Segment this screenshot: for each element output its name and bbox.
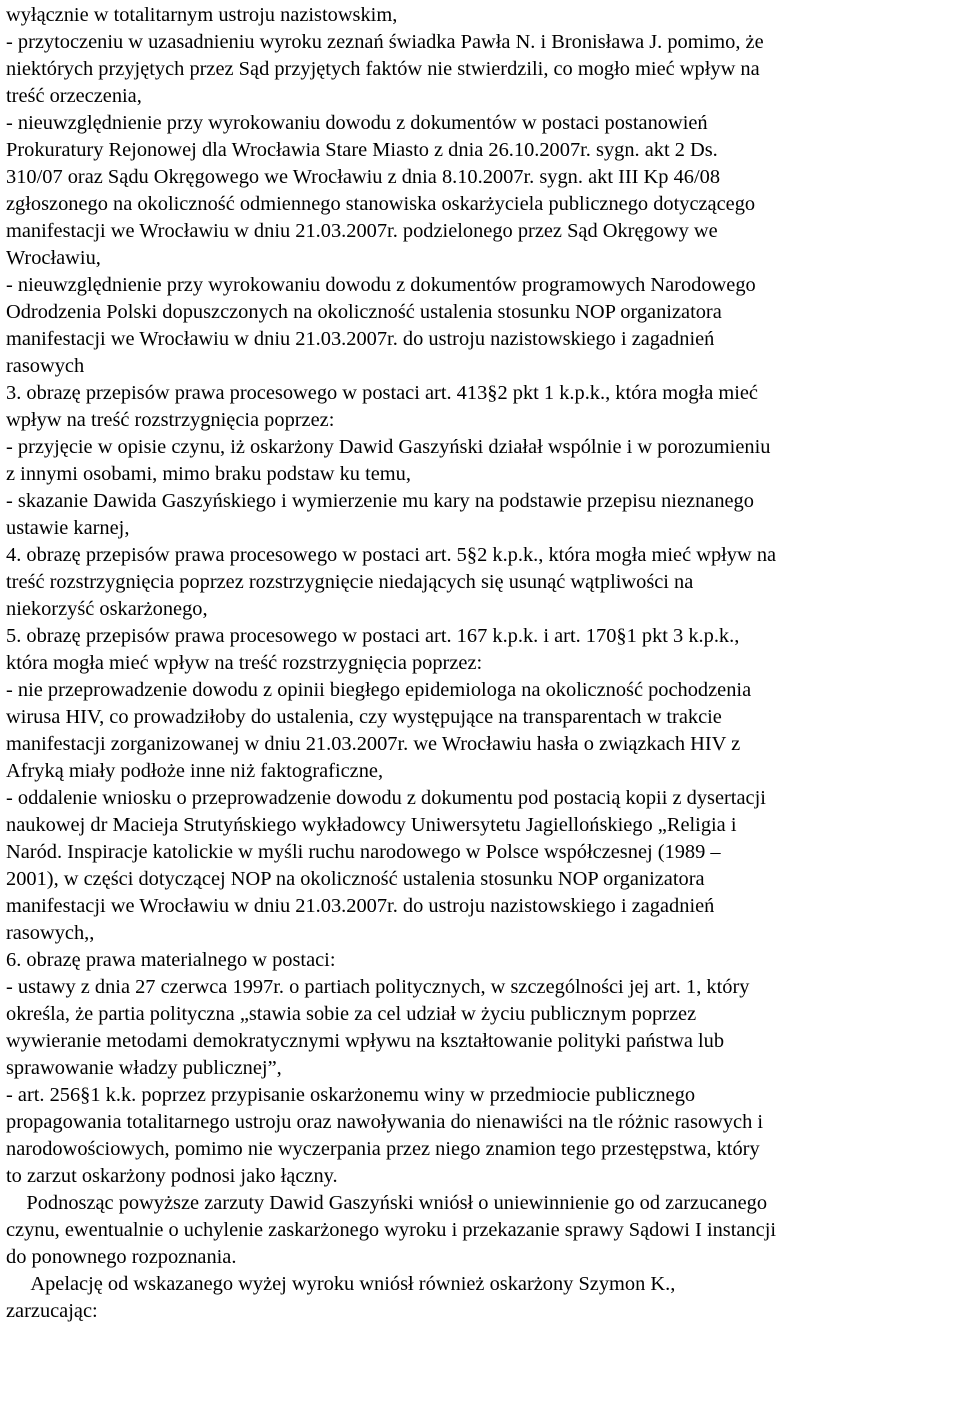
text-line: propagowania totalitarnego ustroju oraz nawoływania do nienawiści na tle różnic rasowych i bbox=[6, 1111, 764, 1133]
text-line: Prokuratury Rejonowej dla Wrocławia Stare Miasto z dnia 26.10.2007r. sygn. akt 2 Ds. bbox=[6, 139, 718, 161]
text-line: - nieuwzględnienie przy wyrokowaniu dowodu z dokumentów w postaci postanowień bbox=[6, 112, 708, 134]
text-line: zarzucając: bbox=[6, 1300, 98, 1322]
document-body bbox=[6, 2, 960, 1325]
text-line: manifestacji we Wrocławiu w dniu 21.03.2007r. do ustroju nazistowskiego i zagadnień bbox=[6, 328, 715, 350]
text-line: narodowościowych, pomimo nie wyczerpania przez niego znamion tego przestępstwa, który bbox=[6, 1138, 760, 1160]
text-line: która mogła mieć wpływ na treść rozstrzygnięcia poprzez: bbox=[6, 652, 483, 674]
text-line: 310/07 oraz Sądu Okręgowego we Wrocławiu z dnia 8.10.2007r. sygn. akt III Kp 46/08 bbox=[6, 166, 721, 188]
text-line: sprawowanie władzy publicznej”, bbox=[6, 1057, 282, 1079]
text-line: 3. obrazę przepisów prawa procesowego w postaci art. 413§2 pkt 1 k.p.k., która mogła mieć bbox=[6, 382, 758, 404]
text-line: manifestacji we Wrocławiu w dniu 21.03.2007r. do ustroju nazistowskiego i zagadnień bbox=[6, 895, 715, 917]
text-line: niekorzyść oskarżonego, bbox=[6, 598, 208, 620]
text-line: wirusa HIV, co prowadziłoby do ustalenia, czy występujące na transparentach w trakcie bbox=[6, 706, 722, 728]
text-line: Podnosząc powyższe zarzuty Dawid Gaszyński wniósł o uniewinnienie go od zarzucanego bbox=[6, 1192, 768, 1214]
text-line: z innymi osobami, mimo braku podstaw ku temu, bbox=[6, 463, 411, 485]
text-line: ustawie karnej, bbox=[6, 517, 130, 539]
text-line: - ustawy z dnia 27 czerwca 1997r. o partiach politycznych, w szczególności jej art. 1, który bbox=[6, 976, 750, 998]
text-line: 6. obrazę prawa materialnego w postaci: bbox=[6, 949, 336, 971]
text-line: czynu, ewentualnie o uchylenie zaskarżonego wyroku i przekazanie sprawy Sądowi I instancji bbox=[6, 1219, 777, 1241]
text-line: rasowych,, bbox=[6, 922, 95, 944]
text-line: - skazanie Dawida Gaszyńskiego i wymierzenie mu kary na podstawie przepisu nieznanego bbox=[6, 490, 754, 512]
text-line: wywieranie metodami demokratycznymi wpływu na kształtowanie polityki państwa lub bbox=[6, 1030, 725, 1052]
text-line: - oddalenie wniosku o przeprowadzenie dowodu z dokumentu pod postacią kopii z dysertacji bbox=[6, 787, 766, 809]
text-line: zgłoszonego na okoliczność odmiennego stanowiska oskarżyciela publicznego dotyczącego bbox=[6, 193, 756, 215]
text-line: 2001), w części dotyczącej NOP na okoliczność ustalenia stosunku NOP organizatora bbox=[6, 868, 705, 890]
text-line: 5. obrazę przepisów prawa procesowego w postaci art. 167 k.p.k. i art. 170§1 pkt 3 k.p.k., bbox=[6, 625, 740, 647]
text-line: Afryką miały podłoże inne niż faktograficzne, bbox=[6, 760, 384, 782]
text-line: określa, że partia polityczna „stawia sobie za cel udział w życiu publicznym poprzez bbox=[6, 1003, 697, 1025]
text-line: wyłącznie w totalitarnym ustroju nazistowskim, bbox=[6, 4, 398, 26]
text-line: do ponownego rozpoznania. bbox=[6, 1246, 237, 1268]
text-line: - nie przeprowadzenie dowodu z opinii biegłego epidemiologa na okoliczność pochodzenia bbox=[6, 679, 752, 701]
text-line: rasowych bbox=[6, 355, 85, 377]
text-line: niektórych przyjętych przez Sąd przyjętych faktów nie stwierdzili, co mogło mieć wpływ na bbox=[6, 58, 760, 80]
text-line: Wrocławiu, bbox=[6, 247, 101, 269]
text-line: - przytoczeniu w uzasadnieniu wyroku zeznań świadka Pawła N. i Bronisława J. pomimo, że bbox=[6, 31, 764, 53]
text-line: - przyjęcie w opisie czynu, iż oskarżony Dawid Gaszyński działał wspólnie i w porozumieniu bbox=[6, 436, 771, 458]
text-line: to zarzut oskarżony podnosi jako łączny. bbox=[6, 1165, 338, 1187]
text-line: Odrodzenia Polski dopuszczonych na okoliczność ustalenia stosunku NOP organizatora bbox=[6, 301, 722, 323]
text-line: manifestacji zorganizowanej w dniu 21.03.2007r. we Wrocławiu hasła o związkach HIV z bbox=[6, 733, 741, 755]
text-line: 4. obrazę przepisów prawa procesowego w postaci art. 5§2 k.p.k., która mogła mieć wpływ na bbox=[6, 544, 777, 566]
text-line: treść orzeczenia, bbox=[6, 85, 142, 107]
text-line: treść rozstrzygnięcia poprzez rozstrzygnięcie niedających się usunąć wątpliwości na bbox=[6, 571, 694, 593]
text-line: Naród. Inspiracje katolickie w myśli ruchu narodowego w Polsce współczesnej (1989 – bbox=[6, 841, 721, 863]
text-line: Apelację od wskazanego wyżej wyroku wniósł również oskarżony Szymon K., bbox=[6, 1273, 676, 1295]
text-line: wpływ na treść rozstrzygnięcia poprzez: bbox=[6, 409, 335, 431]
text-line: naukowej dr Macieja Strutyńskiego wykładowcy Uniwersytetu Jagiellońskiego „Religia i bbox=[6, 814, 737, 836]
text-line: - art. 256§1 k.k. poprzez przypisanie oskarżonemu winy w przedmiocie publicznego bbox=[6, 1084, 696, 1106]
text-line: - nieuwzględnienie przy wyrokowaniu dowodu z dokumentów programowych Narodowego bbox=[6, 274, 756, 296]
text-line: manifestacji we Wrocławiu w dniu 21.03.2007r. podzielonego przez Sąd Okręgowy we bbox=[6, 220, 718, 242]
